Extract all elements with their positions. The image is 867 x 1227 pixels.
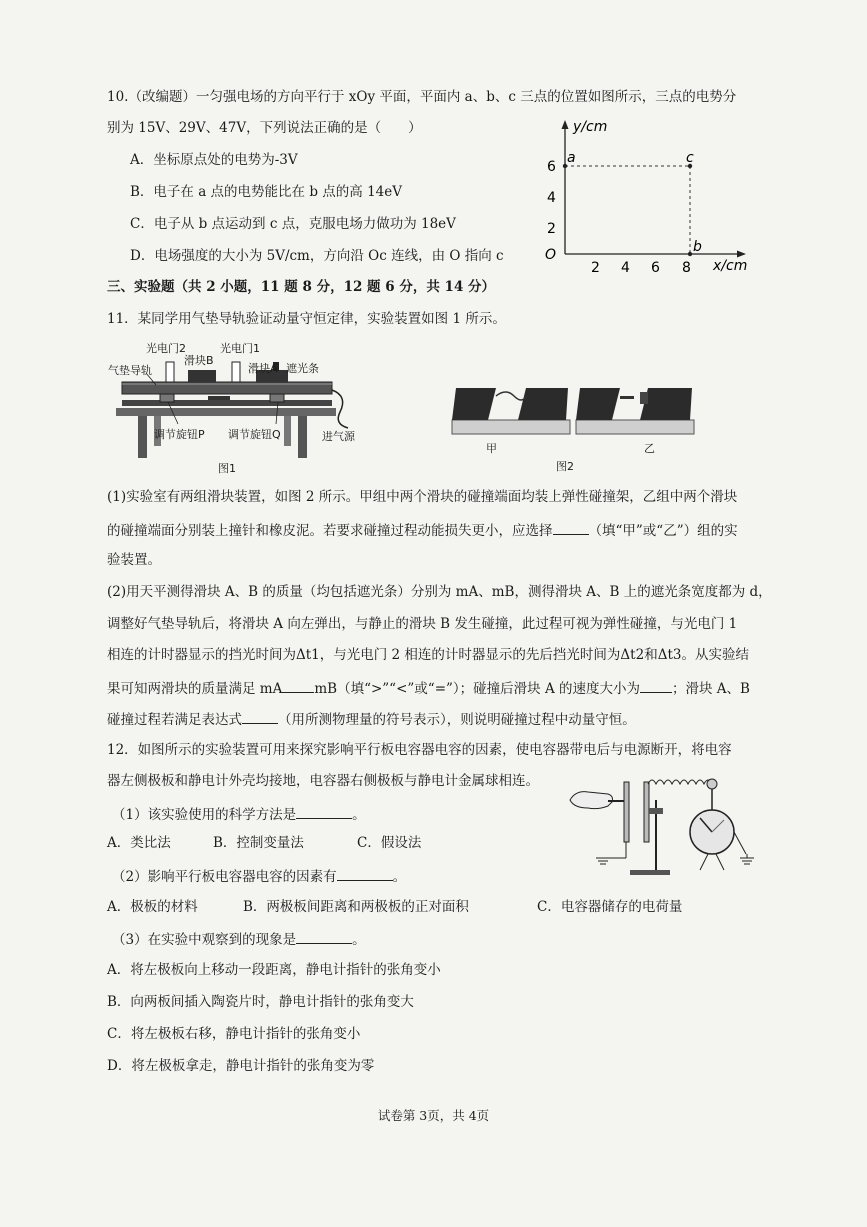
q10-coordinate-graph [535,112,760,277]
q12-s3-text: （3）在实验中观察到的现象是 [112,932,297,948]
figure2-caption: 图2 [556,460,574,473]
q12-line1: 12．如图所示的实验装置可用来探究影响平行板电容器电容的因素，使电容器带电后与电源断开，将电容 [107,742,732,758]
slider-yi-left [576,388,620,420]
connecting-wire [648,780,712,784]
electrometer-ground-wire [734,832,746,854]
q12-s2-opt-a: A．极板的材料 [107,899,198,915]
q11-figure1 [108,340,373,475]
y-axis-arrow [562,120,569,129]
figure2-yi-label: 乙 [644,442,655,455]
x-tick-2: 2 [591,260,600,276]
answer-blank-phenomenon[interactable] [296,929,352,944]
base-mid [208,396,230,400]
electrometer-leg-left [700,854,708,870]
figure2-jia-label: 甲 [486,442,497,455]
q11-p2-line4 [107,678,750,698]
stand-base [630,870,670,875]
bumper-jia [496,392,526,400]
q11-p1-line1: (1)实验室有两组滑块装置，如图 2 所示。甲组中两个滑块的碰撞端面均装上弹性碰撞架，乙组中两个滑块 [107,489,738,505]
track-jia [452,420,570,434]
point-a-label: a [567,150,576,166]
label-slider-b: 滑块B [184,354,214,367]
q12-s3-opt-c: C．将左极板右移，静电计指针的张角变小 [107,1026,361,1042]
q11-p2-line4-c: ；滑块 A、B [672,681,750,697]
q12-s3-opt-b: B．向两板间插入陶瓷片时，静电计指针的张角变大 [107,994,414,1010]
x-tick-4: 4 [621,260,630,276]
answer-blank-group[interactable] [553,520,589,535]
q12-s1-text: （1）该实验使用的科学方法是 [112,807,297,823]
q11-p2-line5-b: （用所测物理量的符号表示），则说明碰撞过程中动量守恒。 [278,712,636,728]
label-slider-a: 滑块A [248,362,278,375]
q10-option-b: B．电子在 a 点的电势能比在 b 点的高 14eV [130,184,402,200]
figure1-caption: 图1 [218,462,236,475]
needle-yi [620,396,634,399]
q11-p2-line4-b: mB（填“>”“<”或“=”）；碰撞后滑块 A 的速度大小为 [314,681,640,697]
slider-jia-left [452,388,496,420]
right-plate [644,782,649,842]
q12-s1-opt-b: B．控制变量法 [213,835,304,851]
leg-left [138,416,147,458]
q12-capacitor-figure [568,770,758,882]
q12-s2-opt-c: C．电容器储存的电荷量 [537,899,683,915]
q12-s1-opt-c: C．假设法 [357,835,422,851]
q12-s3-opt-d: D．将左极板拿走，静电计指针的张角变为零 [107,1058,375,1074]
q12-s3: （3）在实验中观察到的现象是 。 [112,929,366,949]
label-gate1: 光电门1 [220,342,260,355]
ground-symbol-right [740,858,754,864]
page-footer: 试卷第 3页，共 4页 [377,1108,490,1123]
section3-heading: 三、实验题（共 2 小题，11 题 8 分，12 题 6 分，共 14 分） [107,279,496,295]
q10-option-a: A．坐标原点处的电势为-3V [130,152,298,168]
slider-b-shape [188,370,216,382]
knob-q-shape [270,394,284,402]
knob-p-shape [160,394,174,402]
ground-symbol-left [596,858,610,864]
q11-p2-line5-a: 碰撞过程若满足表达式 [107,712,242,728]
q11-p1-line2-tail: （填“甲”或“乙”）组的实 [588,523,738,539]
point-b-dot [688,252,692,256]
q11-p1-line2 [107,520,738,540]
y-tick-2: 2 [547,221,556,237]
y-axis-label: y/cm [573,119,608,135]
x-axis-arrow [737,251,746,258]
stand-clamp [649,808,663,814]
q10-line1: 10.（改编题）一匀强电场的方向平行于 xOy 平面，平面内 a、b、c 三点的位置如图所示，三点的电势分 [107,89,737,105]
q11-p2-line2: 调整好气垫导轨后，将滑块 A 向左弹出，与静止的滑块 B 发生碰撞，此过程可视为弹性碰撞，与光电门 1 [107,616,738,632]
answer-blank-method[interactable] [296,804,352,819]
label-track: 气垫导轨 [108,364,152,377]
label-air-source: 进气源 [322,430,355,443]
label-knob-q: 调节旋钮Q [228,428,281,441]
base-beam [122,400,332,406]
electrometer-leg-right [716,854,724,870]
q12-s1-opt-a: A．类比法 [107,835,171,851]
table-top [116,408,336,416]
putty-yi [640,392,648,404]
q11-p2-line4-a: 果可知两滑块的质量满足 mA [107,681,283,697]
q10-option-d: D．电场强度的大小为 5V/cm，方向沿 Oc 连线，由 O 指向 c [130,248,504,264]
label-knob-p: 调节旋钮P [154,428,205,441]
q11-p2-line1: (2)用天平测得滑块 A、B 的质量（均包括遮光条）分别为 mA、mB，测得滑块 A、B 上的遮光条宽度都为 d， [107,584,772,600]
q11-stem: 11．某同学用气垫导轨验证动量守恒定律，实验装置如图 1 所示。 [107,311,506,327]
point-c-label: c [686,150,694,166]
q11-p2-line5 [107,709,636,729]
q11-p1-line2-text: 的碰撞端面分别装上撞针和橡皮泥。若要求碰撞过程动能损失更小，应选择 [107,523,553,539]
point-b-label: b [693,239,702,255]
q12-s2: （2）影响平行板电容器电容的因素有 。 [112,866,406,886]
q12-line2: 器左侧极板和静电计外壳均接地，电容器右侧极板与静电计金属球相连。 [107,773,539,789]
origin-label: O [545,247,557,263]
slider-jia-right [518,388,568,420]
leg-right [298,416,307,458]
y-tick-6: 6 [547,159,556,175]
gate1-shape [232,362,240,382]
answer-blank-factors[interactable] [337,866,393,881]
label-shade: 遮光条 [286,362,319,375]
electrometer-ball [707,779,717,789]
gate2-shape [166,362,174,382]
answer-blank-mass[interactable] [282,678,314,693]
slider-pairs-diagram [448,378,698,448]
q11-p2-line3: 相连的计时器显示的挡光时间为Δt1，与光电门 2 相连的计时器显示的先后挡光时间为Δt2和Δt3。从实验结 [107,647,749,663]
q10-option-c: C．电子从 b 点运动到 c 点，克服电场力做功为 18eV [130,216,456,232]
q12-s1: （1）该实验使用的科学方法是 。 [112,804,366,824]
x-axis-label: x/cm [713,258,748,274]
leg-mid-right [284,416,291,446]
q10-line2: 别为 15V、29V、47V，下列说法正确的是（ ） [107,120,422,136]
q12-s2-text: （2）影响平行板电容器电容的因素有 [112,869,337,885]
hand-shape [570,792,613,809]
track-yi [576,420,694,434]
q11-p1-line3: 验装置。 [107,552,161,568]
q11-figure2 [448,378,698,478]
q12-s2-opt-b: B．两极板间距离和两极板的正对面积 [243,899,469,915]
left-plate [624,782,629,842]
q12-s3-opt-a: A．将左极板向上移动一段距离，静电计指针的张角变小 [107,962,441,978]
label-gate2: 光电门2 [146,342,186,355]
y-tick-4: 4 [547,190,556,206]
x-tick-6: 6 [651,260,660,276]
x-tick-8: 8 [682,260,691,276]
answer-blank-expression[interactable] [242,709,278,724]
answer-blank-velocity[interactable] [640,678,672,693]
